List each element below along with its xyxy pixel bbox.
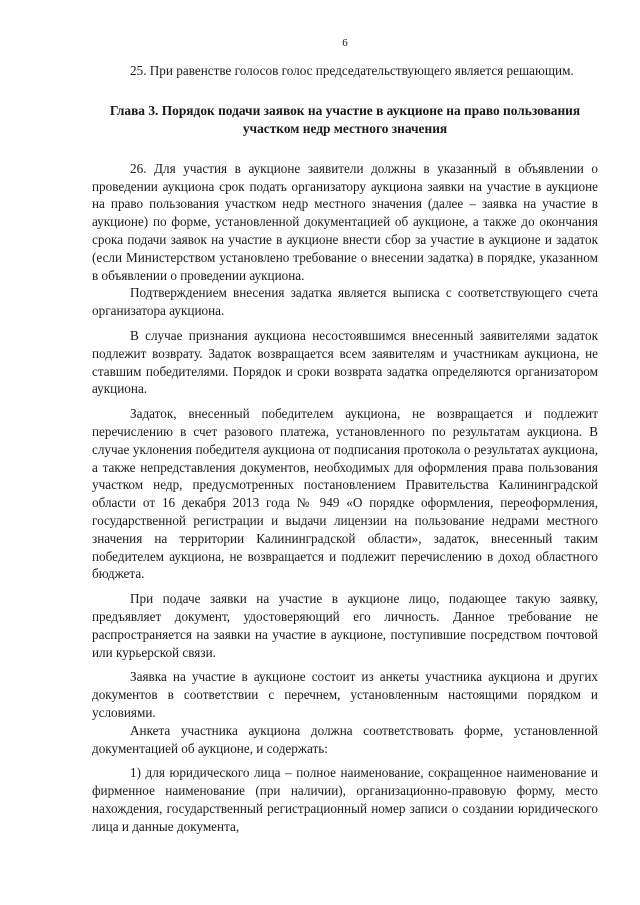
document-body xyxy=(92,62,598,835)
paragraph-winner-deposit: Задаток, внесенный победителем аукциона, не возвращается и подлежит перечислению в счет разового платежа, установленного по результатам аукциона. В случае уклонения победителя аукциона от подписания протокола о результатах аукциона, а также непредставления документов, необходимых для оформления права пользования участком недр, предусмотренных постановлением Правительства Калининградской области от 16 декабря 2013 года № 949 «О порядке оформления, переоформления, государственной регистрации и выдачи лицензии на пользование недрами местного значения на территории Калининградской области», задаток, внесенный таким победителем аукциона, не возвращается и подлежит перечислению в доход областного бюджета. xyxy=(92,406,598,582)
paragraph-deposit-confirmation: Подтверждением внесения задатка является выписка с соответствующего счета организатора аукциона. xyxy=(92,285,598,319)
paragraph-legal-entity: 1) для юридического лица – полное наименование, сокращенное наименование и фирменное наименование (при наличии), организационно-правовую форму, место нахождения, государственный регистрационный номер записи о создании юридического лица и данные документа, xyxy=(92,765,598,834)
paragraph-identity-document: При подаче заявки на участие в аукционе лицо, подающее такую заявку, предъявляет документ, удостоверяющий его личность. Данное требование не распространяется на заявки на участие в аукционе, поступившие посредством почтовой или курьерской связи. xyxy=(92,591,598,660)
paragraph-25: 25. При равенстве голосов голос председательствующего является решающим. xyxy=(130,63,574,78)
paragraph-26: 26. Для участия в аукционе заявители должны в указанный в объявлении о проведении аукциона срок подать организатору аукциона заявки на участие в аукционе на право пользования участком недр местного значения (далее – заявка на участие в аукционе) по форме, установленной документацией об аукционе, а также до окончания срока подачи заявок на участие в аукционе внести сбор за участие в аукционе и задаток (если Министерством установлено требование о внесении задатка) в порядке, указанном в объявлении о проведении аукциона. xyxy=(92,160,598,283)
chapter-title: Глава 3. Порядок подачи заявок на участие в аукционе на право пользования участком недр местного значения xyxy=(109,102,581,136)
paragraph-deposit-return: В случае признания аукциона несостоявшимся внесенный заявителями задаток подлежит возврату. Задаток возвращается всем заявителям и участникам аукциона, не ставшим победителями. Порядок и сроки возврата задатка определяются организатором аукциона. xyxy=(92,327,598,397)
paragraph-application-contents: Заявка на участие в аукционе состоит из анкеты участника аукциона и других документов в соответствии с перечнем, установленным настоящими порядком и условиями. xyxy=(92,669,598,720)
paragraph-questionnaire: Анкета участника аукциона должна соответствовать форме, установленной документацией об аукционе, и содержать: xyxy=(92,722,598,756)
page-number: 6 xyxy=(342,37,348,49)
